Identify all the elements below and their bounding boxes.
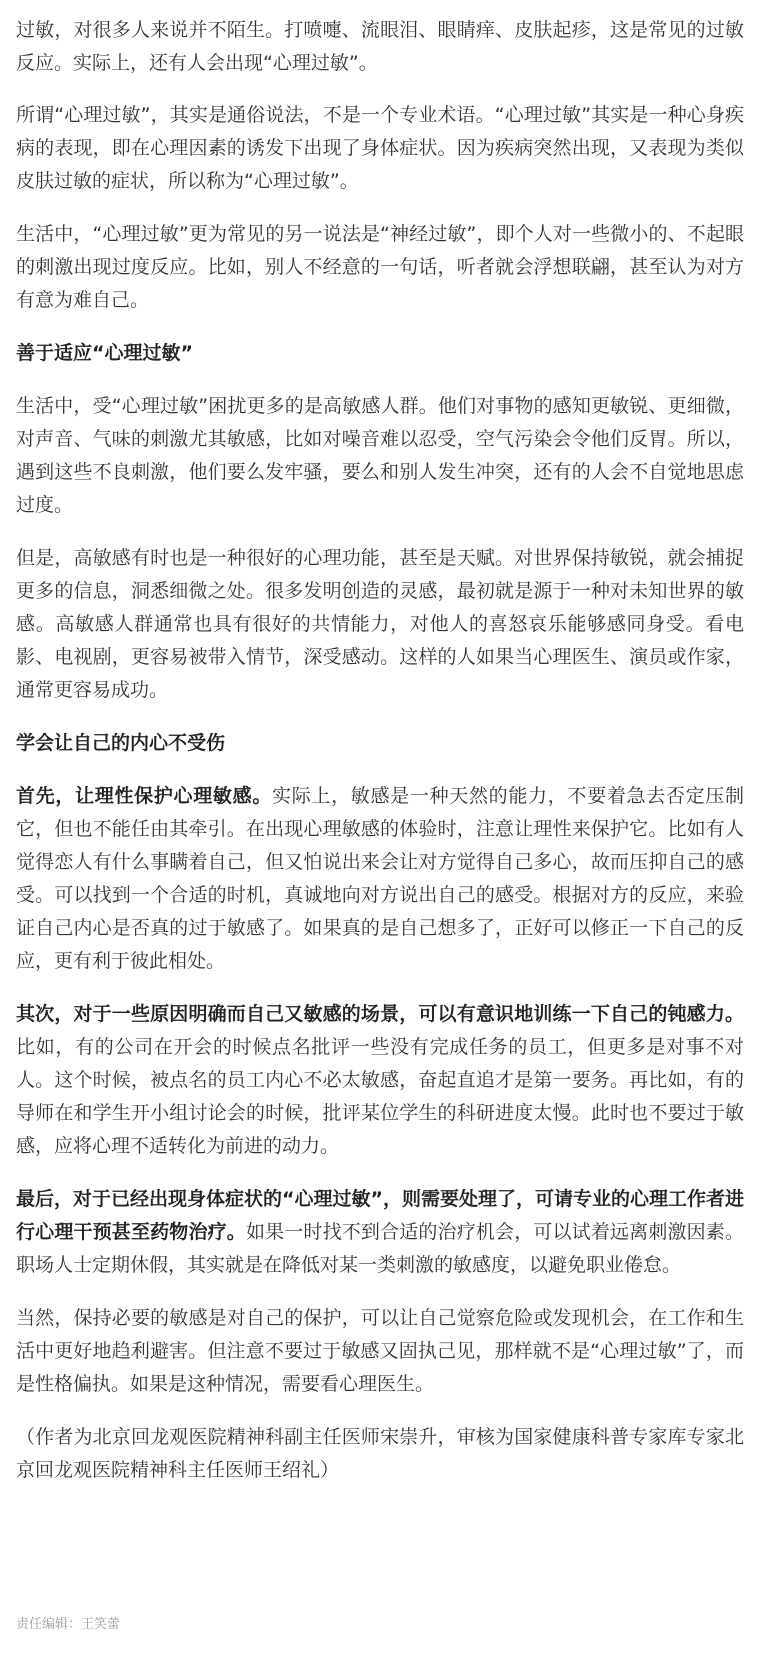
advice-third-paragraph [16, 1183, 744, 1282]
advice-second-lead: 其次，对于一些原因明确而自己又敏感的场景，可以有意识地训练一下自己的钝感力。 [16, 1003, 744, 1025]
advice-first-text: 实际上，敏感是一种天然的能力，不要着急去否定压制它，但也不能任由其牵引。在出现心理敏感的体验时，注意让理性来保护它。比如有人觉得恋人有什么事瞒着自己，但又怕说出来会让对方觉得自己多心，故而压抑自己的感受。可以找到一个合适的时机，真诚地向对方说出自己的感受。根据对方的反应，来验证自己内心是否真的过于敏感了。如果真的是自己想多了，正好可以修正一下自己的反应，更有利于彼此相处。 [16, 785, 744, 972]
advice-first-paragraph [16, 780, 744, 978]
responsible-editor: 责任编辑：王笑蕾 [16, 1617, 121, 1632]
section-heading-adapt: 善于适应“心理过敏” [16, 342, 193, 364]
advice-second-text: 比如，有的公司在开会的时候点名批评一些没有完成任务的员工，但更多是对事不对人。这个时候，被点名的员工内心不必太敏感，奋起直追才是第一要务。再比如，有的导师在和学生开小组讨论会的时候，批评某位学生的科研进度太慢。此时也不要过于敏感，应将心理不适转化为前进的动力。 [16, 1036, 744, 1157]
definition-paragraph: 所谓“心理过敏”，其实是通俗说法，不是一个专业术语。“心理过敏”其实是一种心身疾病的表现，即在心理因素的诱发下出现了身体症状。因为疾病突然出现，又表现为类似皮肤过敏的症状，所以称为“心理过敏”。 [16, 104, 744, 192]
section-heading-protect: 学会让自己的内心不受伤 [16, 732, 226, 754]
conclusion-paragraph: 当然，保持必要的敏感是对自己的保护，可以让自己觉察危险或发现机会，在工作和生活中更好地趋利避害。但注意不要过于敏感又固执己见，那样就不是“心理过敏”了，而是性格偏执。如果是这种情况，需要看心理医生。 [16, 1307, 744, 1395]
nervous-sensitivity-paragraph: 生活中，“心理过敏”更为常见的另一说法是“神经过敏”，即个人对一些微小的、不起眼的刺激出现过度反应。比如，别人不经意的一句话，听者就会浮想联翩，甚至认为对方有意为难自己。 [16, 223, 744, 311]
author-note: （作者为北京回龙观医院精神科副主任医师宋崇升，审核为国家健康科普专家库专家北京回龙观医院精神科主任医师王绍礼） [16, 1426, 744, 1481]
intro-paragraph: 过敏，对很多人来说并不陌生。打喷嚏、流眼泪、眼睛痒、皮肤起疹，这是常见的过敏反应。实际上，还有人会出现“心理过敏”。 [16, 19, 744, 74]
advice-first-lead: 首先，让理性保护心理敏感。 [16, 785, 273, 807]
advice-third-lead: 最后，对于已经出现身体症状的“心理过敏”，则需要处理了，可请专业的心理工作者进行心理干预甚至药物治疗。 [16, 1188, 744, 1243]
advice-second-paragraph [16, 998, 744, 1163]
advice-third-text: 如果一时找不到合适的治疗机会，可以试着远离刺激因素。职场人士定期休假，其实就是在降低对某一类刺激的敏感度，以避免职业倦怠。 [16, 1221, 744, 1276]
sensitivity-gift-paragraph: 但是，高敏感有时也是一种很好的心理功能，甚至是天赋。对世界保持敏锐，就会捕捉更多的信息，洞悉细微之处。很多发明创造的灵感，最初就是源于一种对未知世界的敏感。高敏感人群通常也具有很好的共情能力，对他人的喜怒哀乐能够感同身受。看电影、电视剧，更容易被带入情节，深受感动。这样的人如果当心理医生、演员或作家，通常更容易成功。 [16, 547, 744, 701]
high-sensitivity-paragraph: 生活中，受“心理过敏”困扰更多的是高敏感人群。他们对事物的感知更敏锐、更细微，对声音、气味的刺激尤其敏感，比如对噪音难以忍受，空气污染会令他们反胃。所以，遇到这些不良刺激，他们要么发牢骚，要么和别人发生冲突，还有的人会不自觉地思虑过度。 [16, 395, 744, 516]
